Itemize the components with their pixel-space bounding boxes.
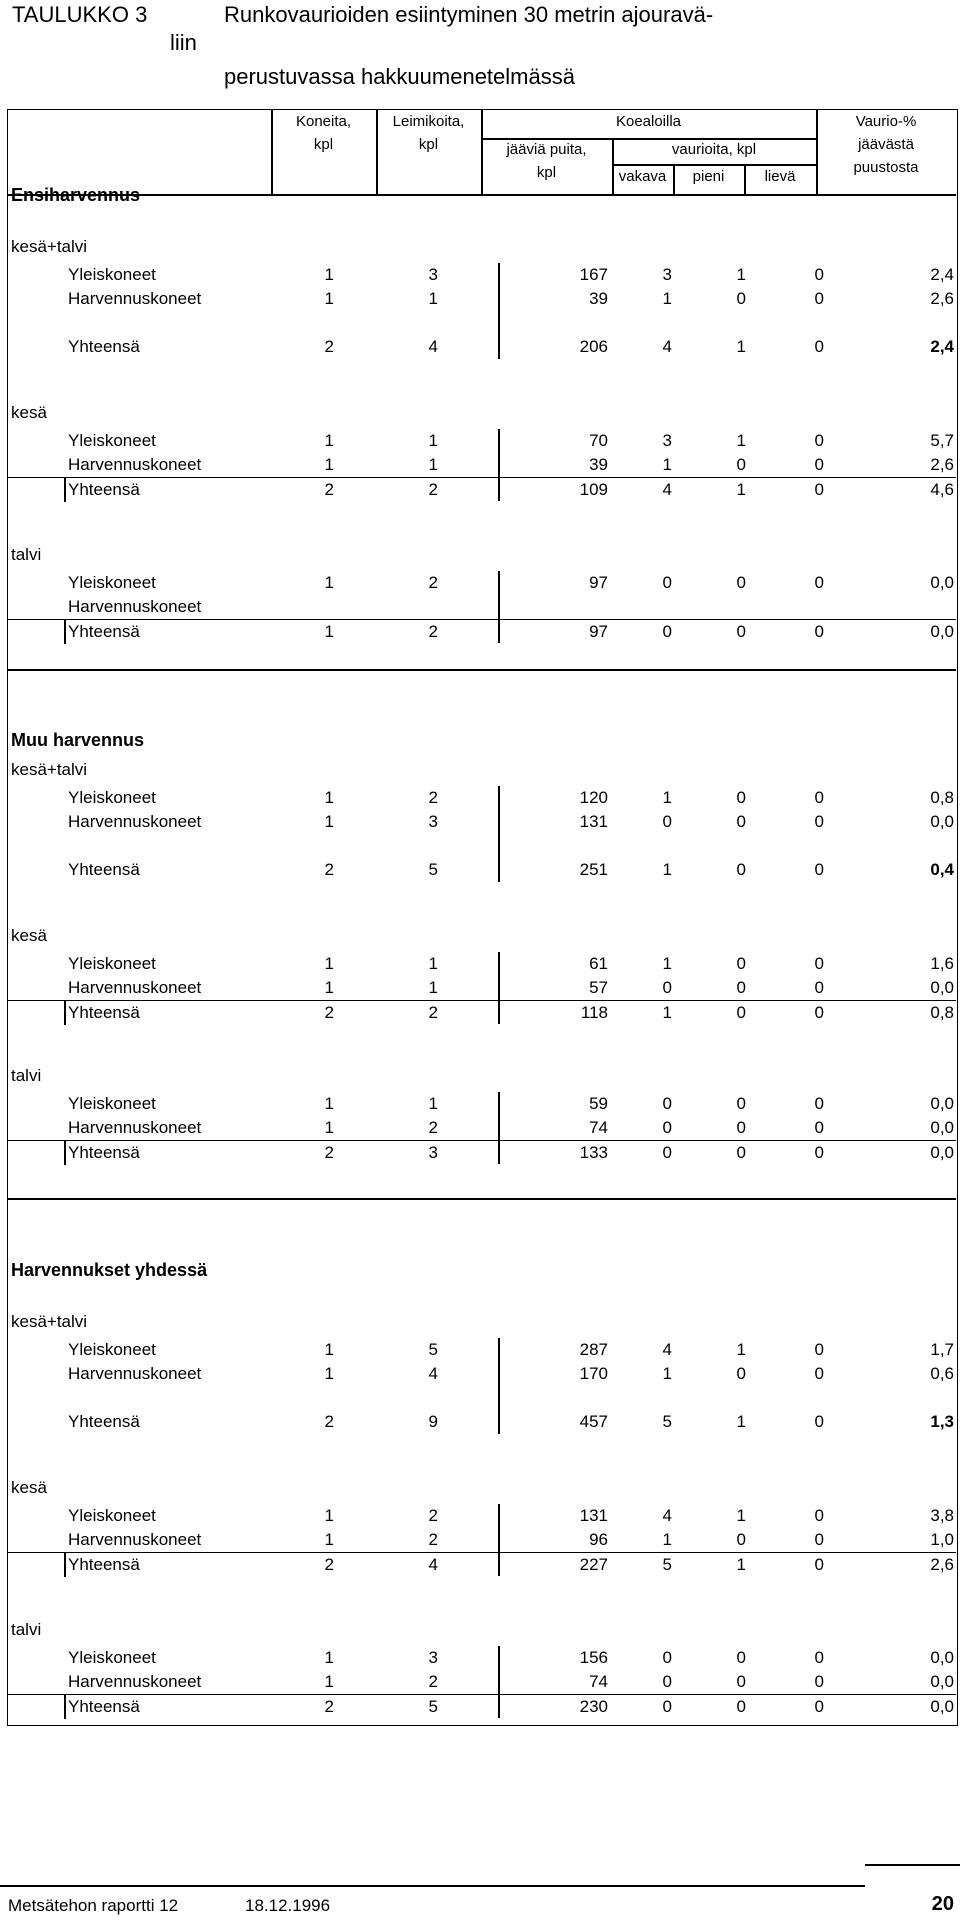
group-label: talvi xyxy=(11,545,42,564)
table-cell: 1 xyxy=(736,480,746,499)
table-cell: 133 xyxy=(579,1143,608,1162)
table-cell: 0 xyxy=(814,1697,824,1716)
group-label: talvi xyxy=(11,1620,42,1639)
table-cell: 2 xyxy=(324,1555,334,1574)
table-cell: 0 xyxy=(736,1003,746,1022)
table-cell: 0,0 xyxy=(930,622,954,641)
table-cell: 0 xyxy=(736,1364,746,1383)
table-row xyxy=(8,810,956,834)
table-cell: 1 xyxy=(324,289,334,308)
table-row xyxy=(8,952,956,976)
table-cell: 2 xyxy=(324,860,334,879)
table-row xyxy=(8,1670,956,1694)
table-cell: 2 xyxy=(324,480,334,499)
table-cell: 4 xyxy=(428,337,438,356)
table-cell: 0 xyxy=(736,455,746,474)
table-cell: 2 xyxy=(428,1506,438,1525)
table-row xyxy=(8,595,956,619)
header-rule xyxy=(612,164,816,166)
table-cell: 131 xyxy=(579,1506,608,1525)
row-label: Yhteensä xyxy=(68,860,140,879)
table-cell: 1 xyxy=(324,622,334,641)
table-cell: 1 xyxy=(428,431,438,450)
row-label: Harvennuskoneet xyxy=(68,1118,202,1137)
table-row xyxy=(8,976,956,1000)
table-cell: 0,0 xyxy=(930,1143,954,1162)
table-cell: 9 xyxy=(428,1412,438,1431)
table-row xyxy=(8,1410,956,1434)
table-cell: 2 xyxy=(324,1412,334,1431)
table-cell: 1 xyxy=(324,265,334,284)
table-cell: 1 xyxy=(662,289,672,308)
table-cell: 5 xyxy=(428,1340,438,1359)
table-cell: 120 xyxy=(579,788,608,807)
table-cell: 0,6 xyxy=(930,1364,954,1383)
table-cell: 131 xyxy=(579,812,608,831)
row-label: Yhteensä xyxy=(68,622,140,641)
table-cell: 3 xyxy=(428,1143,438,1162)
table-cell: 0 xyxy=(736,954,746,973)
table-cell: 0 xyxy=(814,622,824,641)
table-cell: 1 xyxy=(662,954,672,973)
table-cell: 5 xyxy=(428,860,438,879)
table-cell: 0 xyxy=(662,622,672,641)
table-row xyxy=(8,1362,956,1386)
col-header-leimikoita: Leimikoita, kpl xyxy=(392,113,465,153)
table-row xyxy=(8,1092,956,1116)
table-cell: 1 xyxy=(428,954,438,973)
col-header-pieni: pieni xyxy=(692,168,725,185)
row-label: Yleiskoneet xyxy=(68,431,156,450)
table-cell: 0,8 xyxy=(930,788,954,807)
table-cell: 0 xyxy=(736,622,746,641)
table-cell: 0 xyxy=(814,480,824,499)
table-cell: 230 xyxy=(579,1697,608,1716)
table-cell: 0,0 xyxy=(930,1697,954,1716)
row-label: Yleiskoneet xyxy=(68,265,156,284)
table-cell: 0,8 xyxy=(930,1003,954,1022)
table-label: TAULUKKO 3 xyxy=(12,2,148,27)
table-cell: 2 xyxy=(428,480,438,499)
table-cell: 74 xyxy=(589,1118,608,1137)
table-cell: 3,8 xyxy=(930,1506,954,1525)
table-cell: 0,0 xyxy=(930,1672,954,1691)
table-cell: 39 xyxy=(589,455,608,474)
table-cell: 0 xyxy=(736,573,746,592)
table-cell: 2,6 xyxy=(930,289,954,308)
table-cell: 0 xyxy=(736,289,746,308)
table-cell: 0 xyxy=(814,1364,824,1383)
table-cell: 0 xyxy=(662,1094,672,1113)
table-cell: 1 xyxy=(736,1412,746,1431)
table-cell: 2 xyxy=(428,573,438,592)
table-cell: 2 xyxy=(324,1143,334,1162)
table-cell: 0 xyxy=(662,573,672,592)
table-cell: 3 xyxy=(428,1648,438,1667)
table-cell: 0 xyxy=(736,1118,746,1137)
row-label: Yleiskoneet xyxy=(68,788,156,807)
group-label: talvi xyxy=(11,1066,42,1085)
table-cell: 0 xyxy=(662,978,672,997)
table-cell: 0 xyxy=(814,1672,824,1691)
table-cell: 0 xyxy=(814,431,824,450)
table-row xyxy=(8,1528,956,1552)
table-cell: 156 xyxy=(579,1648,608,1667)
table-cell: 2,4 xyxy=(930,265,954,284)
table-cell: 0 xyxy=(814,1412,824,1431)
table-cell: 0 xyxy=(814,289,824,308)
col-header-vakava: vakava xyxy=(618,168,667,185)
row-label: Yhteensä xyxy=(68,337,140,356)
table-cell: 2 xyxy=(428,1118,438,1137)
table-cell: 0 xyxy=(736,860,746,879)
table-cell: 39 xyxy=(589,289,608,308)
table-cell: 74 xyxy=(589,1672,608,1691)
table-cell: 4 xyxy=(662,480,672,499)
table-cell: 0 xyxy=(814,1094,824,1113)
table-cell: 1 xyxy=(736,1555,746,1574)
row-label: Yleiskoneet xyxy=(68,1094,156,1113)
table-row xyxy=(8,453,956,477)
row-label: Harvennuskoneet xyxy=(68,455,202,474)
table-cell: 1 xyxy=(324,455,334,474)
row-label: Harvennuskoneet xyxy=(68,812,202,831)
table-cell: 0 xyxy=(814,1118,824,1137)
table-cell: 5 xyxy=(662,1555,672,1574)
table-cell: 457 xyxy=(579,1412,608,1431)
table-cell: 1,6 xyxy=(930,954,954,973)
table-cell: 1 xyxy=(324,1506,334,1525)
table-cell: 0 xyxy=(814,860,824,879)
row-label: Yhteensä xyxy=(68,480,140,499)
table-cell: 97 xyxy=(589,573,608,592)
table-cell: 1 xyxy=(324,978,334,997)
table-cell: 61 xyxy=(589,954,608,973)
section-title: Ensiharvennus xyxy=(11,185,141,205)
table-cell: 1 xyxy=(324,1672,334,1691)
table-cell: 1 xyxy=(324,788,334,807)
table-cell: 0,4 xyxy=(930,860,954,879)
table-cell: 2,6 xyxy=(930,455,954,474)
table-cell: 0 xyxy=(662,1143,672,1162)
table-cell: 1 xyxy=(428,1094,438,1113)
table-cell: 2,6 xyxy=(930,1555,954,1574)
table-row xyxy=(8,1000,956,1025)
table-cell: 2 xyxy=(428,622,438,641)
header-bottom-rule xyxy=(8,194,956,196)
table-cell: 2 xyxy=(428,1530,438,1549)
table-cell: 0 xyxy=(814,978,824,997)
col-header-lieva: lievä xyxy=(764,168,796,185)
table-cell: 0,0 xyxy=(930,1648,954,1667)
table-cell: 1,7 xyxy=(930,1340,954,1359)
table-row xyxy=(8,1140,956,1165)
table-cell: 1 xyxy=(324,954,334,973)
table-cell: 1 xyxy=(662,1364,672,1383)
table-cell: 0 xyxy=(736,812,746,831)
table-cell: 0 xyxy=(736,1648,746,1667)
table-cell: 4 xyxy=(662,337,672,356)
section-divider xyxy=(8,669,956,671)
table-cell: 287 xyxy=(579,1340,608,1359)
table-cell: 0 xyxy=(662,1697,672,1716)
table-cell: 97 xyxy=(589,622,608,641)
row-label: Harvennuskoneet xyxy=(68,289,202,308)
table-cell: 1 xyxy=(324,1340,334,1359)
table-cell: 1 xyxy=(736,1340,746,1359)
header-rule xyxy=(481,138,816,140)
table-cell: 1 xyxy=(662,1530,672,1549)
table-cell: 0 xyxy=(662,812,672,831)
table-cell: 227 xyxy=(579,1555,608,1574)
table-cell: 1 xyxy=(736,265,746,284)
table-cell: 0 xyxy=(736,1672,746,1691)
row-label: Harvennuskoneet xyxy=(68,978,202,997)
row-label: Harvennuskoneet xyxy=(68,1530,202,1549)
table-cell: 0,0 xyxy=(930,1094,954,1113)
table-row xyxy=(8,786,956,810)
table-row xyxy=(8,1504,956,1528)
table-cell: 0 xyxy=(814,1143,824,1162)
table-cell: 0 xyxy=(736,788,746,807)
table-row xyxy=(8,429,956,453)
table-cell: 0 xyxy=(736,978,746,997)
table-row xyxy=(8,477,956,502)
table-cell: 167 xyxy=(579,265,608,284)
table-cell: 0,0 xyxy=(930,812,954,831)
table-cell: 1 xyxy=(324,573,334,592)
group-label: kesä+talvi xyxy=(11,760,88,779)
table-row xyxy=(8,1552,956,1577)
row-label: Yhteensä xyxy=(68,1555,140,1574)
table-cell: 0 xyxy=(736,1094,746,1113)
table-cell: 0 xyxy=(814,812,824,831)
table-cell: 3 xyxy=(428,812,438,831)
col-header-vaurioita: vaurioita, kpl xyxy=(671,141,757,158)
table-cell: 1 xyxy=(324,1118,334,1137)
col-header-vauriopct: Vaurio-% jäävästä puustosta xyxy=(853,113,919,176)
table-cell: 0 xyxy=(736,1697,746,1716)
table-cell: 0 xyxy=(736,1530,746,1549)
table-cell: 206 xyxy=(579,337,608,356)
table-cell: 2 xyxy=(428,1003,438,1022)
table-cell: 1 xyxy=(324,1530,334,1549)
table-cell: 1,3 xyxy=(930,1412,954,1431)
table-cell: 1 xyxy=(324,1364,334,1383)
row-label: Yleiskoneet xyxy=(68,954,156,973)
table-cell: 0 xyxy=(814,954,824,973)
table-cell: 2 xyxy=(428,1672,438,1691)
table-cell: 4 xyxy=(428,1555,438,1574)
table-cell: 0,0 xyxy=(930,573,954,592)
group-label: kesä+talvi xyxy=(11,1312,88,1331)
table-cell: 0 xyxy=(662,1648,672,1667)
table-cell: 170 xyxy=(579,1364,608,1383)
row-label: Yleiskoneet xyxy=(68,1648,156,1667)
table-row xyxy=(8,619,956,644)
table-cell: 1 xyxy=(662,1003,672,1022)
table-cell: 0 xyxy=(736,1143,746,1162)
table-cell: 1 xyxy=(324,1094,334,1113)
table-row xyxy=(8,1646,956,1670)
table-cell: 5 xyxy=(662,1412,672,1431)
table-row xyxy=(8,1116,956,1140)
row-label: Yhteensä xyxy=(68,1143,140,1162)
row-label: Yhteensä xyxy=(68,1003,140,1022)
table-cell: 2 xyxy=(324,337,334,356)
table-cell: 0 xyxy=(662,1118,672,1137)
footer-report: Metsätehon raportti 12 xyxy=(8,1896,179,1915)
table-cell: 1 xyxy=(428,289,438,308)
table-cell: 1 xyxy=(736,431,746,450)
table-cell: 3 xyxy=(428,265,438,284)
table-cell: 0 xyxy=(662,1672,672,1691)
footer-page-rule xyxy=(865,1864,960,1866)
footer-date: 18.12.1996 xyxy=(245,1896,331,1915)
row-label: Harvennuskoneet xyxy=(68,1672,202,1691)
table-row xyxy=(8,858,956,882)
col-header-koealoilla: Koealoilla xyxy=(615,113,682,130)
table-cell: 118 xyxy=(580,1003,608,1022)
table-row xyxy=(8,1338,956,1362)
table-cell: 4 xyxy=(662,1506,672,1525)
group-label: kesä xyxy=(11,926,47,945)
table-cell: 1 xyxy=(324,812,334,831)
table-cell: 0 xyxy=(814,1555,824,1574)
table-cell: 0 xyxy=(814,337,824,356)
table-cell: 0,0 xyxy=(930,1118,954,1137)
table-cell: 1 xyxy=(662,455,672,474)
group-label: kesä+talvi xyxy=(11,237,88,256)
table-cell: 1 xyxy=(324,431,334,450)
table-cell: 0 xyxy=(814,455,824,474)
table-cell: 4,6 xyxy=(930,480,954,499)
title-line-1-continued: liin xyxy=(170,30,197,55)
table-cell: 4 xyxy=(662,1340,672,1359)
table-cell: 59 xyxy=(589,1094,608,1113)
table-cell: 2 xyxy=(428,788,438,807)
table-cell: 0 xyxy=(814,265,824,284)
table-cell: 0 xyxy=(814,1340,824,1359)
row-label: Yhteensä xyxy=(68,1412,140,1431)
table-cell: 1 xyxy=(428,978,438,997)
table-cell: 2,4 xyxy=(930,337,954,356)
table-cell: 5 xyxy=(428,1697,438,1716)
table-cell: 251 xyxy=(579,860,608,879)
table-cell: 0 xyxy=(814,1003,824,1022)
table-cell: 0 xyxy=(814,788,824,807)
title-line-2: perustuvassa hakkuumenetelmässä xyxy=(224,64,575,89)
table-row xyxy=(8,263,956,287)
page-number: 20 xyxy=(931,1893,954,1915)
table-cell: 57 xyxy=(589,978,608,997)
table-cell: 5,7 xyxy=(930,431,954,450)
group-label: kesä xyxy=(11,1478,47,1497)
table-cell: 0 xyxy=(814,1648,824,1667)
table-cell: 1 xyxy=(736,337,746,356)
table-cell: 70 xyxy=(589,431,608,450)
table-cell: 1 xyxy=(662,860,672,879)
table-row xyxy=(8,335,956,359)
table-cell: 2 xyxy=(324,1003,334,1022)
col-header-koneita: Koneita, kpl xyxy=(295,113,352,153)
table-cell: 1,0 xyxy=(930,1530,954,1549)
table-cell: 1 xyxy=(736,1506,746,1525)
table-cell: 4 xyxy=(428,1364,438,1383)
table-cell: 1 xyxy=(324,1648,334,1667)
row-label: Yleiskoneet xyxy=(68,573,156,592)
table-cell: 0,0 xyxy=(930,978,954,997)
table-cell: 1 xyxy=(662,788,672,807)
col-header-jaavia: jääviä puita, kpl xyxy=(506,141,587,181)
row-label: Yhteensä xyxy=(68,1697,140,1716)
section-title: Harvennukset yhdessä xyxy=(11,1260,208,1280)
table-cell: 0 xyxy=(814,1530,824,1549)
table-cell: 109 xyxy=(579,480,608,499)
table-cell: 0 xyxy=(814,573,824,592)
row-label: Yleiskoneet xyxy=(68,1340,156,1359)
table-cell: 3 xyxy=(662,265,672,284)
table-row xyxy=(8,571,956,595)
table-cell: 0 xyxy=(814,1506,824,1525)
table-cell: 1 xyxy=(428,455,438,474)
table-cell: 96 xyxy=(589,1530,608,1549)
data-table xyxy=(7,109,958,1726)
section-divider xyxy=(8,1198,956,1200)
table-title xyxy=(12,0,952,100)
row-label: Harvennuskoneet xyxy=(68,1364,202,1383)
title-line-1: Runkovaurioiden esiintyminen 30 metrin ajouravä- xyxy=(224,2,714,27)
table-row xyxy=(8,1694,956,1719)
row-label: Harvennuskoneet xyxy=(68,597,202,616)
table-row xyxy=(8,287,956,311)
row-label: Yleiskoneet xyxy=(68,1506,156,1525)
table-cell: 3 xyxy=(662,431,672,450)
group-label: kesä xyxy=(11,403,47,422)
section-title: Muu harvennus xyxy=(11,730,145,750)
table-cell: 2 xyxy=(324,1697,334,1716)
footer-rule xyxy=(0,1885,865,1887)
